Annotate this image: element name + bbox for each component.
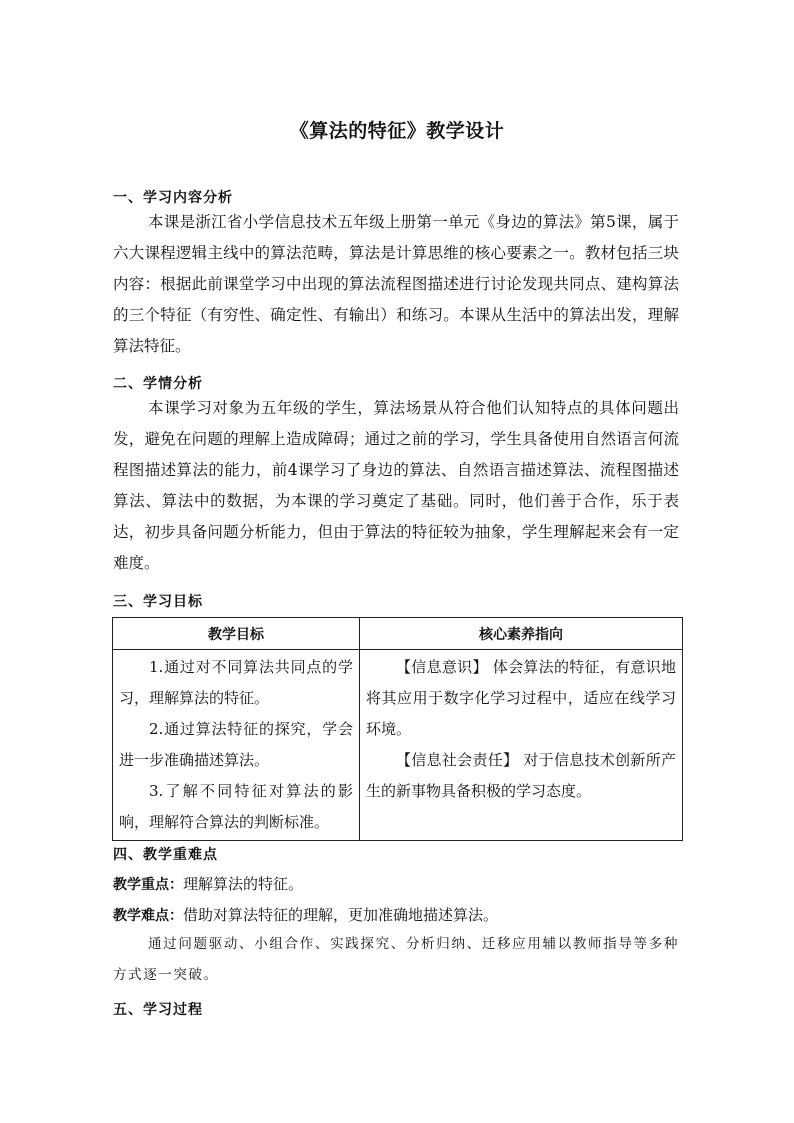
table-header-core-literacy: 核心素养指向: [360, 618, 683, 650]
section-heading-learning-goals: 三、学习目标: [113, 594, 203, 610]
learning-goals-table: [112, 617, 683, 841]
table-row: [113, 650, 683, 841]
section-heading-key-difficulties: 四、教学重难点: [113, 847, 218, 863]
strategy-note-paragraph: 通过问题驱动、小组合作、实践探究、分析归纳、迁移应用辅以教师指导等多种方式逐一突破。: [113, 936, 679, 983]
content-analysis-paragraph: 本课是浙江省小学信息技术五年级上册第一单元《身边的算法》第5课，属于六大课程逻辑主线中的算法范畴，算法是计算思维的核心要素之一。教材包括三块内容：根据此前课堂学习中出现的算法流程图描述进行讨论发现共同点、建构算法的三个特征（有穷性、确定性、有输出）和练习。本课从生活中的算法出发，理解算法特征。: [113, 213, 679, 355]
core-literacy-cell: [360, 650, 683, 841]
table-header-teaching-goals: 教学目标: [113, 618, 360, 650]
teaching-goal-item: 3.了解不同特征对算法的影响，理解符合算法的判断标准。: [119, 782, 353, 831]
section-heading-content-analysis: 一、学习内容分析: [113, 190, 233, 206]
key-point-text: 理解算法的特征。: [183, 875, 304, 893]
table-header-row: [113, 618, 683, 650]
difficulty-label: 教学难点：: [113, 908, 183, 924]
core-literacy-item: 【信息意识】 体会算法的特征，有意识地将其应用于数字化学习过程中，适应在线学习环境。: [366, 658, 676, 738]
teaching-goal-item: 1.通过对不同算法共同点的学习，理解算法的特征。: [119, 658, 353, 707]
learner-analysis-paragraph: 本课学习对象为五年级的学生，算法场景从符合他们认知特点的具体问题出发，避免在问题的理解上造成障碍；通过之前的学习，学生具备使用自然语言何流程图描述算法的能力，前4课学习了身边的算法、自然语言描述算法、流程图描述算法、算法中的数据，为本课的学习奠定了基础。同时，他们善于合作，乐于表达，初步具备问题分析能力，但由于算法的特征较为抽象，学生理解起来会有一定难度。: [113, 399, 679, 572]
core-literacy-item: 【信息社会责任】 对于信息技术创新所产生的新事物具备积极的学习态度。: [366, 751, 676, 800]
difficulty-text: 借助对算法特征的理解，更加准确地描述算法。: [183, 906, 499, 924]
key-point-line: [113, 874, 303, 895]
teaching-goal-item: 2.通过算法特征的探究，学会进一步准确描述算法。: [119, 720, 353, 769]
section-heading-learning-process: 五、学习过程: [113, 1002, 203, 1018]
difficulty-line: [113, 905, 498, 926]
document-title: 《算法的特征》教学设计: [289, 120, 505, 142]
teaching-goals-cell: [113, 650, 360, 841]
section-heading-learner-analysis: 二、学情分析: [113, 376, 203, 392]
key-point-label: 教学重点：: [113, 877, 183, 893]
